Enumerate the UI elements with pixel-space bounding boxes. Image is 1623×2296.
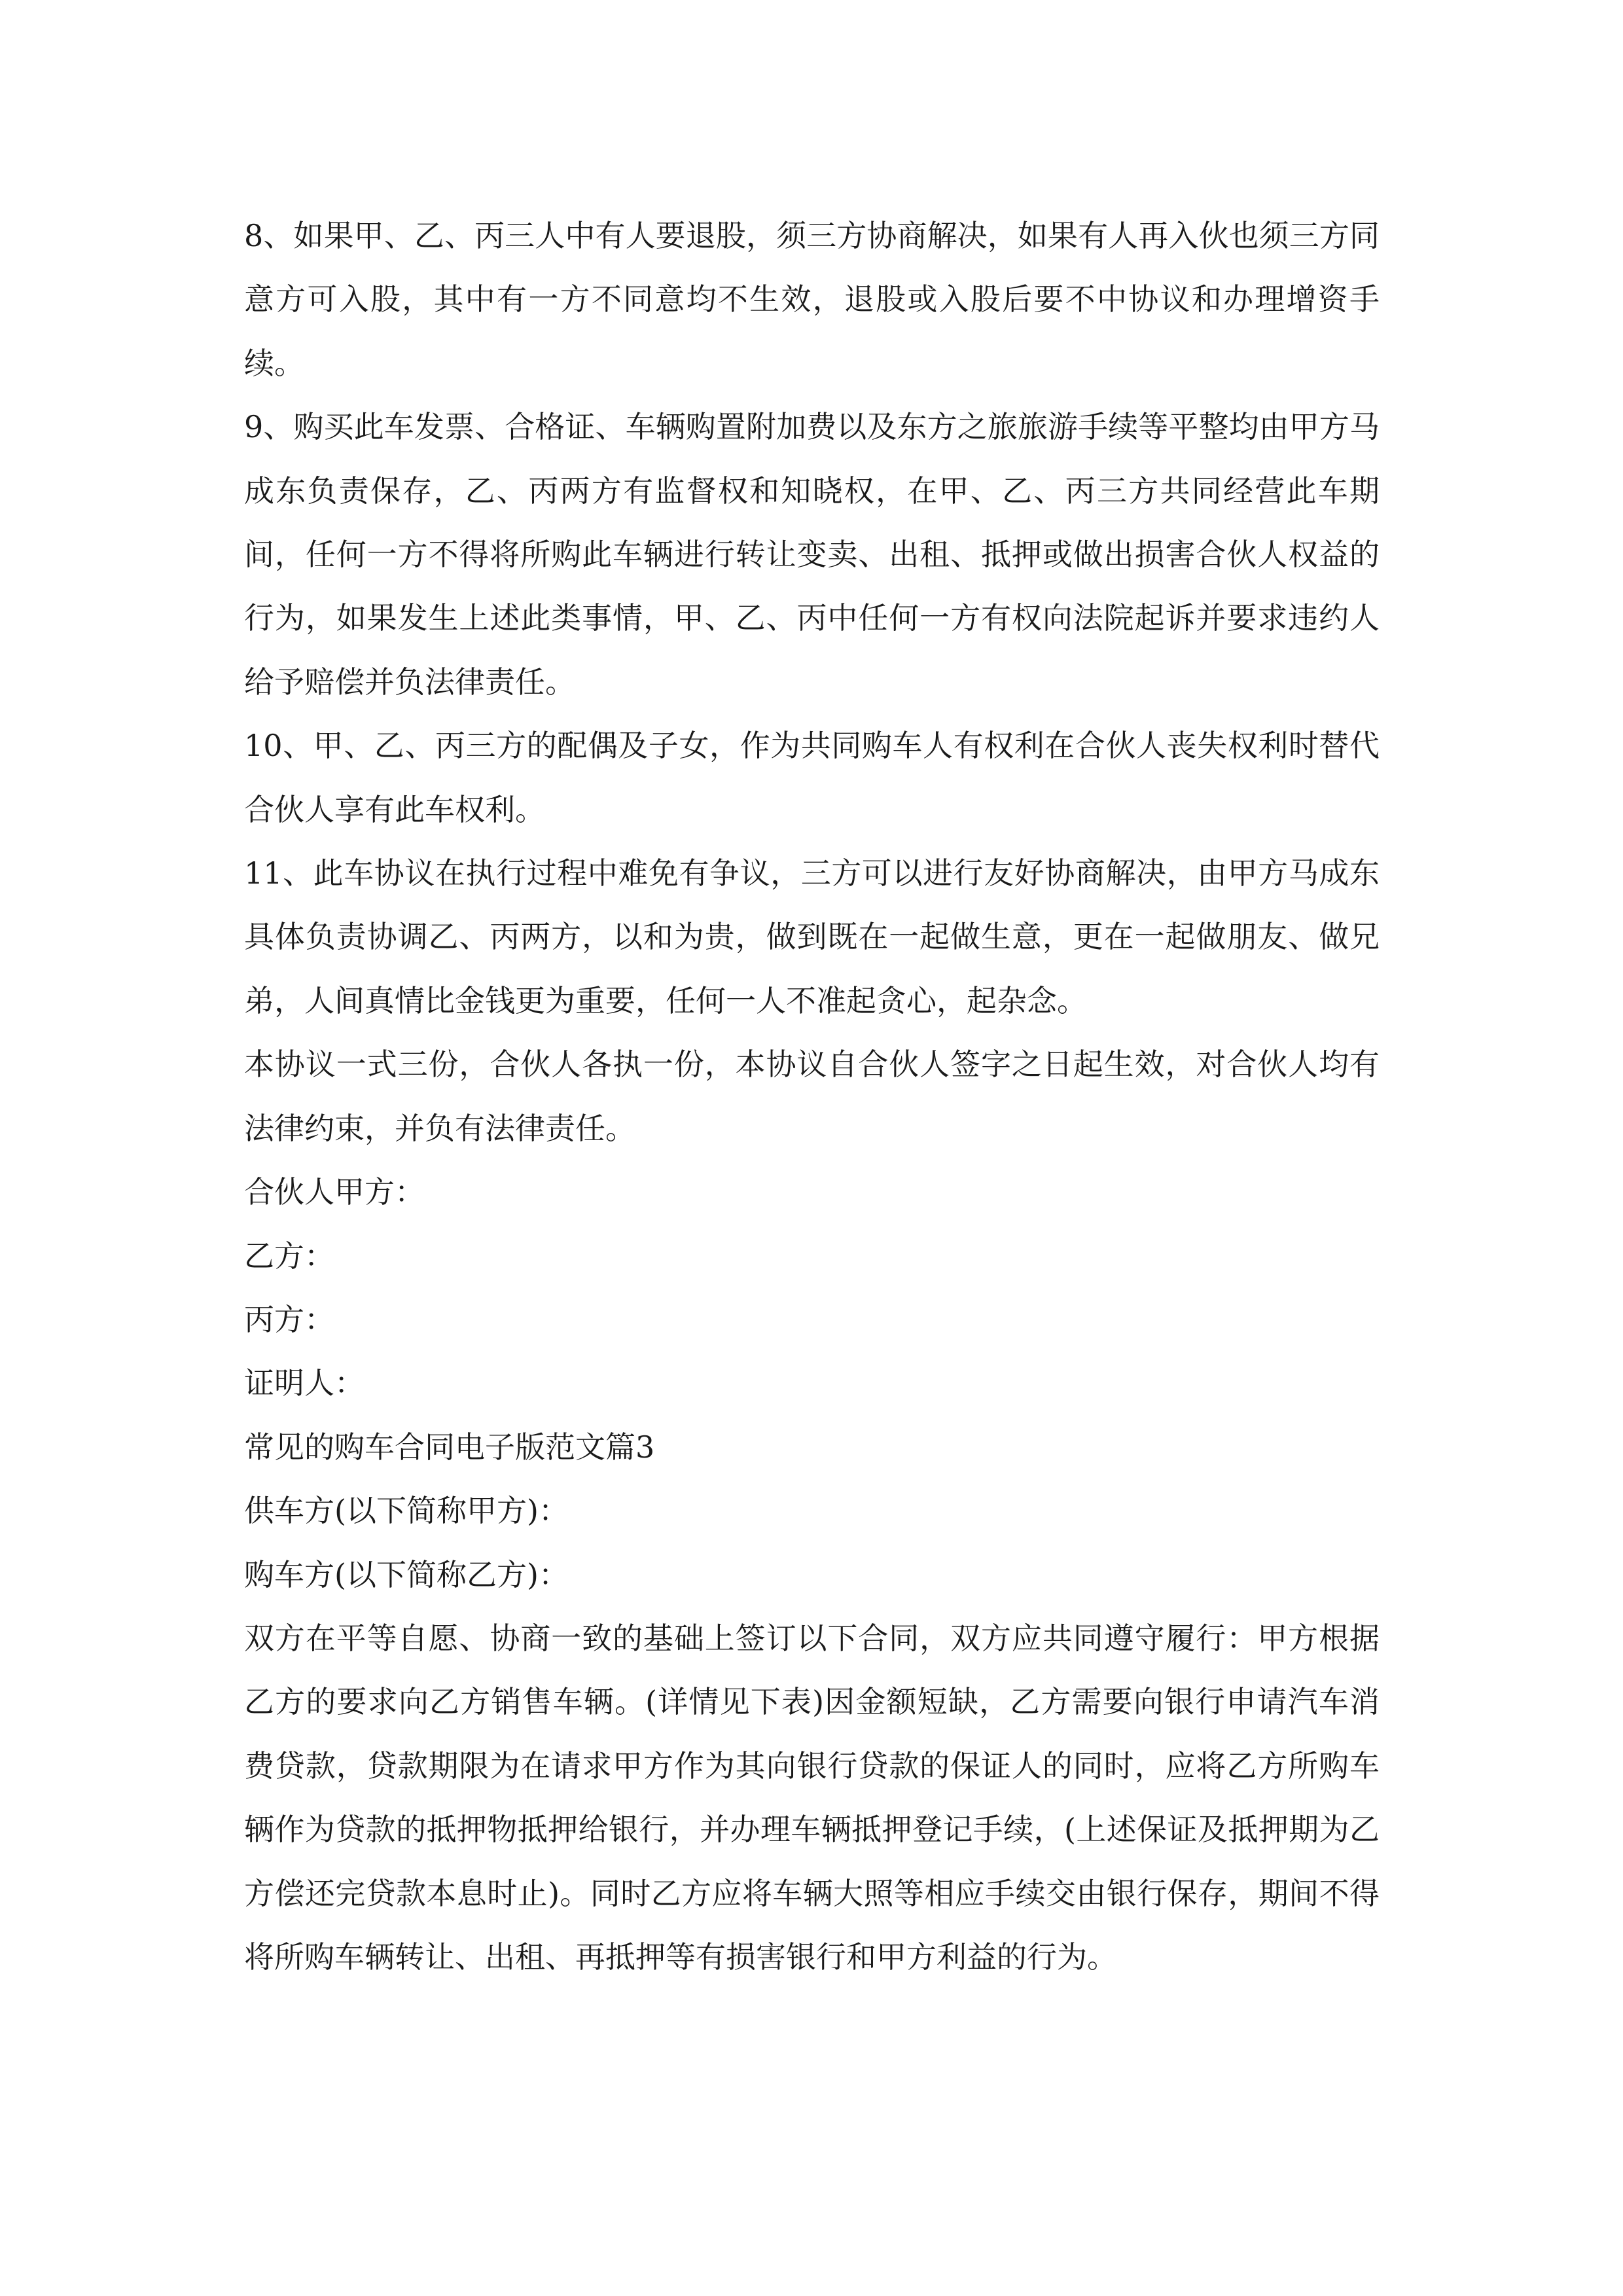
signature-party-a: 合伙人甲方： — [244, 1174, 425, 1210]
agreement-copies-paragraph: 本协议一式三份，合伙人各执一份，本协议自合伙人签字之日起生效，对合伙人均有法律约束，并负有法律责任。 — [244, 1047, 1380, 1146]
supplier-line: 供车方(以下简称甲方)： — [244, 1493, 569, 1529]
signature-witness: 证明人： — [244, 1365, 365, 1401]
clause-11: 11、此车协议在执行过程中难免有争议，三方可以进行友好协商解决，由甲方马成东具体负责协调乙、丙两方，以和为贵，做到既在一起做生意，更在一起做朋友、做兄弟，人间真情比金钱更为重要，任何一人不准起贪心，起杂念。 — [244, 855, 1380, 1018]
signature-party-c: 丙方： — [244, 1301, 334, 1337]
clause-10: 10、甲、乙、丙三方的配偶及子女，作为共同购车人有权利在合伙人丧失权利时替代合伙人享有此车权利。 — [244, 728, 1380, 827]
buyer-line: 购车方(以下简称乙方)： — [244, 1556, 569, 1592]
contract-terms-paragraph: 双方在平等自愿、协商一致的基础上签订以下合同，双方应共同遵守履行：甲方根据乙方的要求向乙方销售车辆。(详情见下表)因金额短缺，乙方需要向银行申请汽车消费贷款，贷款期限为在请求甲方作为其向银行贷款的保证人的同时，应将乙方所购车辆作为贷款的抵押物抵押给银行，并办理车辆抵押登记手续，(上述保证及抵押期为乙方偿还完贷款本息时止)。同时乙方应将车辆大照等相应手续交由银行保存，期间不得将所购车辆转让、出租、再抵押等有损害银行和甲方利益的行为。 — [244, 1620, 1380, 1975]
clause-9: 9、购买此车发票、合格证、车辆购置附加费以及东方之旅旅游手续等平整均由甲方马成东负责保存，乙、丙两方有监督权和知晓权，在甲、乙、丙三方共同经营此车期间，任何一方不得将所购此车辆进行转让变卖、出租、抵押或做出损害合伙人权益的行为，如果发生上述此类事情，甲、乙、丙中任何一方有权向法院起诉并要求违约人给予赔偿并负法律责任。 — [244, 409, 1380, 700]
signature-party-b: 乙方： — [244, 1238, 334, 1274]
section-heading: 常见的购车合同电子版范文篇3 — [244, 1429, 655, 1465]
document-body — [244, 204, 1380, 1989]
clause-8: 8、如果甲、乙、丙三人中有人要退股，须三方协商解决，如果有人再入伙也须三方同意方可入股，其中有一方不同意均不生效，退股或入股后要不中协议和办理增资手续。 — [244, 218, 1380, 381]
